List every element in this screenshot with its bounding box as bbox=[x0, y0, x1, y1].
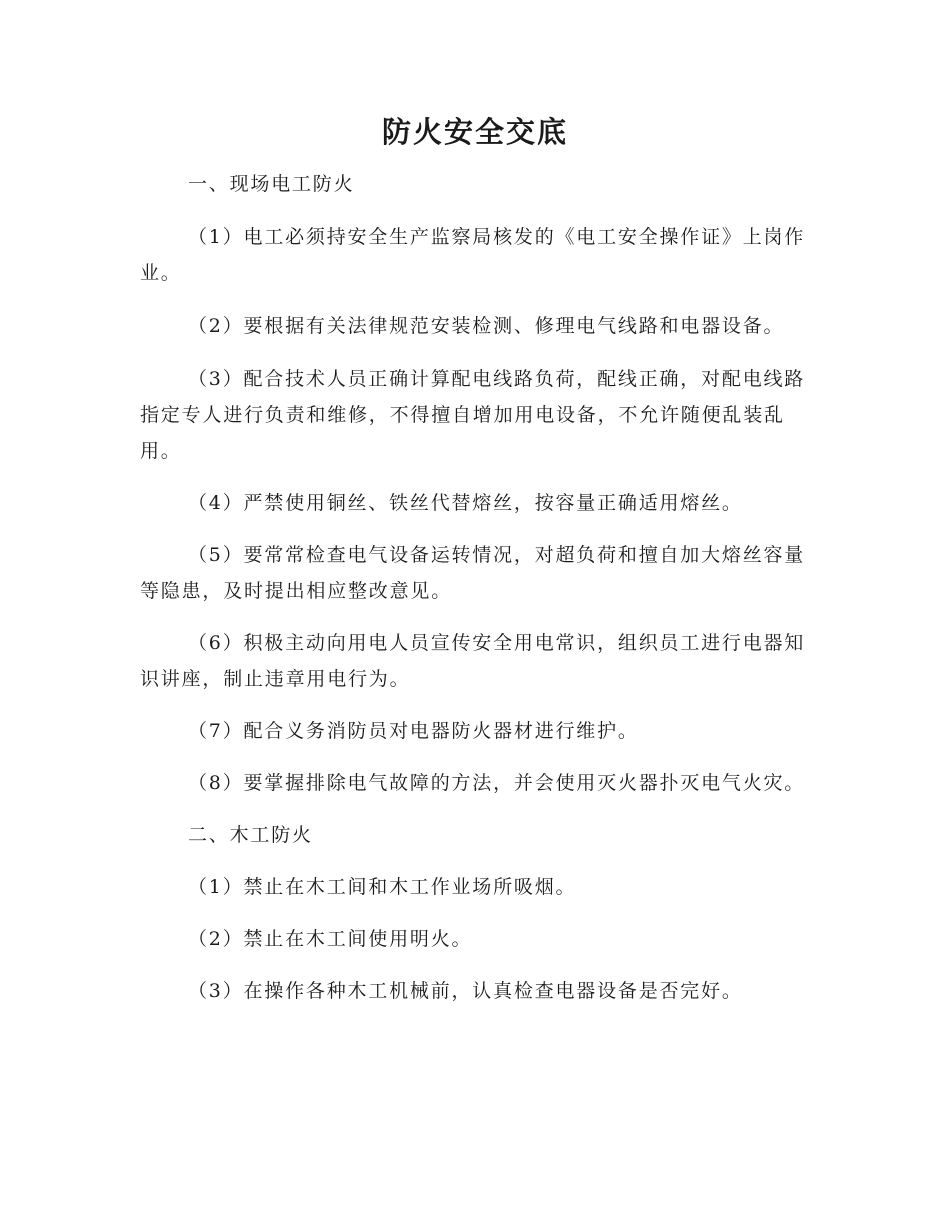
paragraph-carpentry-2: （2）禁止在木工间使用明火。 bbox=[188, 928, 473, 950]
paragraph-electrician-8: （8）要掌握排除电气故障的方法，并会使用灭火器扑灭电气火灾。 bbox=[188, 772, 806, 794]
paragraph-electrician-7: （7）配合义务消防员对电器防火器材进行维护。 bbox=[188, 720, 639, 742]
document-title: 防火安全交底 bbox=[381, 115, 568, 149]
paragraph-electrician-6: （6）积极主动向用电人员宣传安全用电常识，组织员工进行电器知识讲座，制止违章用电行为。 bbox=[140, 632, 806, 690]
document-body bbox=[140, 166, 808, 1009]
paragraph-carpentry-1: （1）禁止在木工间和木工作业场所吸烟。 bbox=[188, 876, 577, 898]
paragraph-electrician-2: （2）要根据有关法律规范安装检测、修理电气线路和电器设备。 bbox=[188, 315, 785, 337]
paragraph-electrician-4: （4）严禁使用铜丝、铁丝代替熔丝，按容量正确适用熔丝。 bbox=[188, 492, 743, 514]
section-heading-electrician: 一、现场电工防火 bbox=[188, 173, 355, 195]
section-heading-carpentry: 二、木工防火 bbox=[188, 824, 313, 846]
paragraph-electrician-3: （3）配合技术人员正确计算配电线路负荷，配线正确，对配电线路指定专人进行负责和维修，不得擅自增加用电设备，不允许随便乱装乱用。 bbox=[140, 368, 806, 462]
paragraph-electrician-1: （1）电工必须持安全生产监察局核发的《电工安全操作证》上岗作业。 bbox=[140, 226, 806, 284]
paragraph-carpentry-3: （3）在操作各种木工机械前，认真检查电器设备是否完好。 bbox=[188, 980, 743, 1002]
paragraph-electrician-5: （5）要常常检查电气设备运转情况，对超负荷和擅自加大熔丝容量等隐患，及时提出相应整改意见。 bbox=[140, 544, 806, 602]
